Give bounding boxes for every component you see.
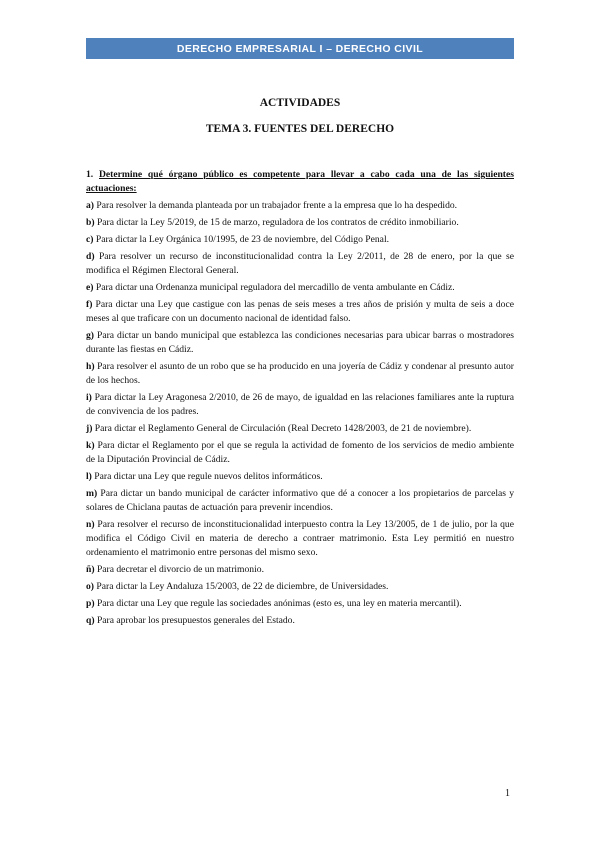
- question-text: Determine qué órgano público es competente para llevar a cabo cada una de las siguientes actuaciones:: [86, 169, 514, 194]
- item-letter: c): [86, 234, 94, 245]
- header-title: DERECHO EMPRESARIAL I – DERECHO CIVIL: [176, 42, 424, 55]
- list-item: [86, 233, 514, 247]
- item-text: Para resolver un recurso de inconstitucionalidad contra la Ley 2/2011, de 28 de enero, por la que se modifica el Régimen Electoral General.: [86, 251, 514, 276]
- item-letter: l): [86, 471, 92, 482]
- list-item: [86, 281, 514, 295]
- document-header-bar: [86, 38, 514, 59]
- activity-content: [86, 168, 514, 631]
- list-item: [86, 298, 514, 326]
- list-item: [86, 563, 514, 577]
- list-item: [86, 360, 514, 388]
- list-item: [86, 329, 514, 357]
- item-text: Para dictar una Ley que regule las sociedades anónimas (esto es, una ley en materia mercantil).: [96, 598, 462, 609]
- item-letter: g): [86, 330, 94, 341]
- item-letter: i): [86, 392, 92, 403]
- page-title: ACTIVIDADES: [259, 97, 341, 109]
- item-letter: h): [86, 361, 95, 372]
- list-item: [86, 597, 514, 611]
- list-item: [86, 199, 514, 213]
- item-letter: j): [86, 423, 93, 434]
- item-letter: n): [86, 519, 95, 530]
- item-text: Para resolver el recurso de inconstitucionalidad interpuesto contra la Ley 13/2005, de 1 de julio, por la que modifica el Código Civil en materia de derecho a contraer matrimonio. Esta Ley permitió en nuestro ordenamiento el matrimonio entre personas del mismo sexo.: [86, 519, 514, 558]
- list-item: [86, 580, 514, 594]
- list-item: [86, 470, 514, 484]
- item-letter: q): [86, 615, 95, 626]
- list-item: [86, 487, 514, 515]
- item-letter: o): [86, 581, 94, 592]
- item-letter: p): [86, 598, 95, 609]
- item-letter: e): [86, 282, 94, 293]
- item-letter: m): [86, 488, 98, 499]
- item-text: Para dictar la Ley Andaluza 15/2003, de 22 de diciembre, de Universidades.: [96, 581, 389, 592]
- item-text: Para dictar una Ordenanza municipal reguladora del mercadillo de venta ambulante en Cádiz.: [95, 282, 455, 293]
- items-list: [86, 199, 514, 628]
- item-letter: a): [86, 200, 94, 211]
- list-item: [86, 391, 514, 419]
- item-letter: d): [86, 251, 95, 262]
- item-text: Para dictar la Ley Aragonesa 2/2010, de 26 de mayo, de igualdad en las relaciones familiares ante la ruptura de convivencia de los padres.: [86, 392, 514, 417]
- list-item: [86, 518, 514, 560]
- item-text: Para dictar un bando municipal que establezca las condiciones necesarias para ubicar barras o mostradores durante las fiestas en Cádiz.: [86, 330, 514, 355]
- item-letter: b): [86, 217, 95, 228]
- item-text: Para resolver el asunto de un robo que se ha producido en una joyería de Cádiz y condenar al presunto autor de los hechos.: [86, 361, 514, 386]
- item-text: Para resolver la demanda planteada por un trabajador frente a la empresa que lo ha despedido.: [96, 200, 458, 211]
- page-number: 1: [505, 788, 510, 799]
- list-item: [86, 422, 514, 436]
- item-text: Para dictar la Ley Orgánica 10/1995, de 23 de noviembre, del Código Penal.: [95, 234, 390, 245]
- item-letter: k): [86, 440, 95, 451]
- item-text: Para decretar el divorcio de un matrimonio.: [96, 564, 264, 575]
- list-item: [86, 216, 514, 230]
- item-text: Para dictar una Ley que castigue con las penas de seis meses a tres años de prisión y multa de seis a doce meses al que traficare con un documento nacional de identidad falso.: [86, 299, 514, 324]
- item-letter: f): [86, 299, 93, 310]
- list-item: [86, 614, 514, 628]
- item-letter: ñ): [86, 564, 95, 575]
- list-item: [86, 439, 514, 467]
- item-text: Para dictar la Ley 5/2019, de 15 de marzo, reguladora de los contratos de crédito inmobiliario.: [96, 217, 459, 228]
- item-text: Para aprobar los presupuestos generales del Estado.: [96, 615, 295, 626]
- item-text: Para dictar el Reglamento General de Circulación (Real Decreto 1428/2003, de 21 de noviembre).: [94, 423, 472, 434]
- list-item: [86, 250, 514, 278]
- question-heading: [86, 168, 514, 196]
- item-text: Para dictar el Reglamento por el que se regula la actividad de fomento de los servicios de medio ambiente de la Diputación Provincial de Cádiz.: [86, 440, 514, 465]
- question-number: 1.: [86, 169, 94, 180]
- page-subtitle: TEMA 3. FUENTES DEL DERECHO: [205, 123, 395, 135]
- item-text: Para dictar una Ley que regule nuevos delitos informáticos.: [94, 471, 323, 482]
- item-text: Para dictar un bando municipal de carácter informativo que dé a conocer a los propietarios de parcelas y solares de Chiclana pautas de actuación para prevenir incendios.: [86, 488, 514, 513]
